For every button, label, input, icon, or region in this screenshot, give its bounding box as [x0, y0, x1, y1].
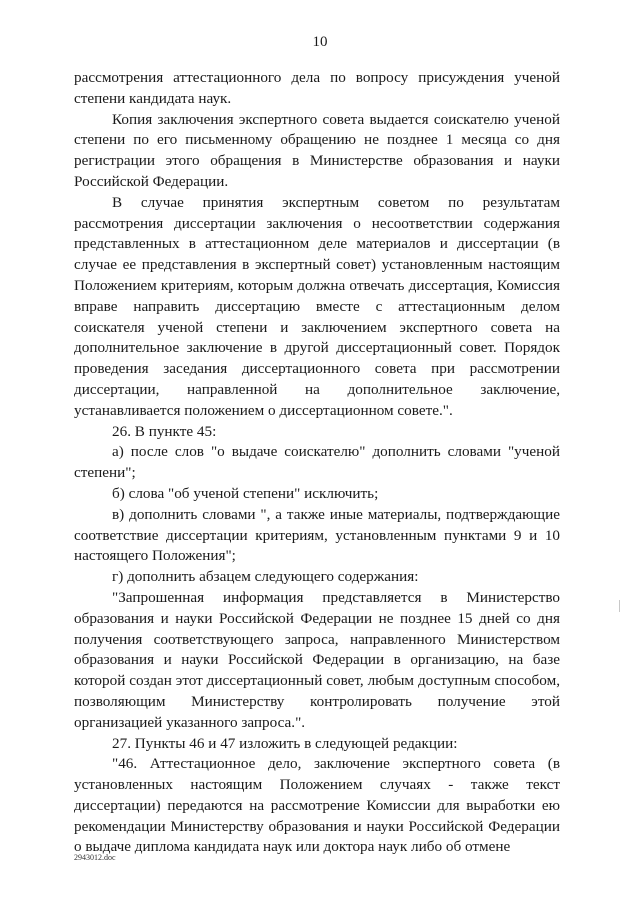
paragraph-requested-info: "Запрошенная информация представляется в Министерство образования и науки Российской Федерации не позднее 15 дней со дня получения соответствующего запроса, направленного Министерством образования и науки Российской Федерации в организацию, на базе которой создан этот диссертационный совет, любым доступным способом, позволяющим Министерству контролировать получение этой организацией указанного запроса.".: [74, 588, 560, 731]
subitem-b: б) слова "об ученой степени" исключить;: [112, 484, 379, 502]
document-body: [74, 68, 560, 858]
page-number: 10: [312, 34, 328, 50]
subitem-a: а) после слов "о выдаче соискателю" дополнить словами "ученой степени";: [74, 443, 560, 482]
paragraph-nonconformity-case: В случае принятия экспертным советом по результатам рассмотрения диссертации заключения о несоответствии содержания представленных в аттестационном деле материалов и диссертации (в случае ее представления в экспертный совет) установленным настоящим Положением критериям, которым должна отвечать диссертация, Комиссия вправе направить диссертацию вместе с аттестационным делом соискателя ученой степени и заключением экспертного совета на дополнительное заключение в другой диссертационный совет. Порядок проведения заседания диссертационного совета при рассмотрении диссертации, направленной на дополнительное заключение, устанавливается положением о диссертационном совете.".: [74, 193, 560, 419]
item-26-heading: 26. В пункте 45:: [112, 422, 217, 440]
scan-artifact: [619, 600, 620, 612]
item-27-heading: 27. Пункты 46 и 47 изложить в следующей редакции:: [112, 734, 458, 752]
subitem-v: в) дополнить словами ", а также иные материалы, подтверждающие соответствие диссертации критериям, установленным пунктами 9 и 10 настоящего Положения";: [74, 505, 560, 565]
subitem-g: г) дополнить абзацем следующего содержания:: [112, 568, 419, 586]
paragraph-copy-of-conclusion: Копия заключения экспертного совета выдается соискателю ученой степени по его письменному обращению не позднее 1 месяца со дня регистрации этого обращения в Министерстве образования и науки Российской Федерации.: [74, 110, 560, 190]
footer-filename: 2943012.doc: [74, 853, 116, 862]
paragraph-continuation: рассмотрения аттестационного дела по вопросу присуждения ученой степени кандидата наук.: [74, 69, 560, 107]
paragraph-item-46: "46. Аттестационное дело, заключение экспертного совета (в установленных настоящим Положением случаях - также текст диссертации) передаются на рассмотрение Комиссии для выработки ею рекомендации Министерству образования и науки Российской Федерации о выдаче диплома кандидата наук или доктора наук либо об отмене: [74, 755, 560, 856]
